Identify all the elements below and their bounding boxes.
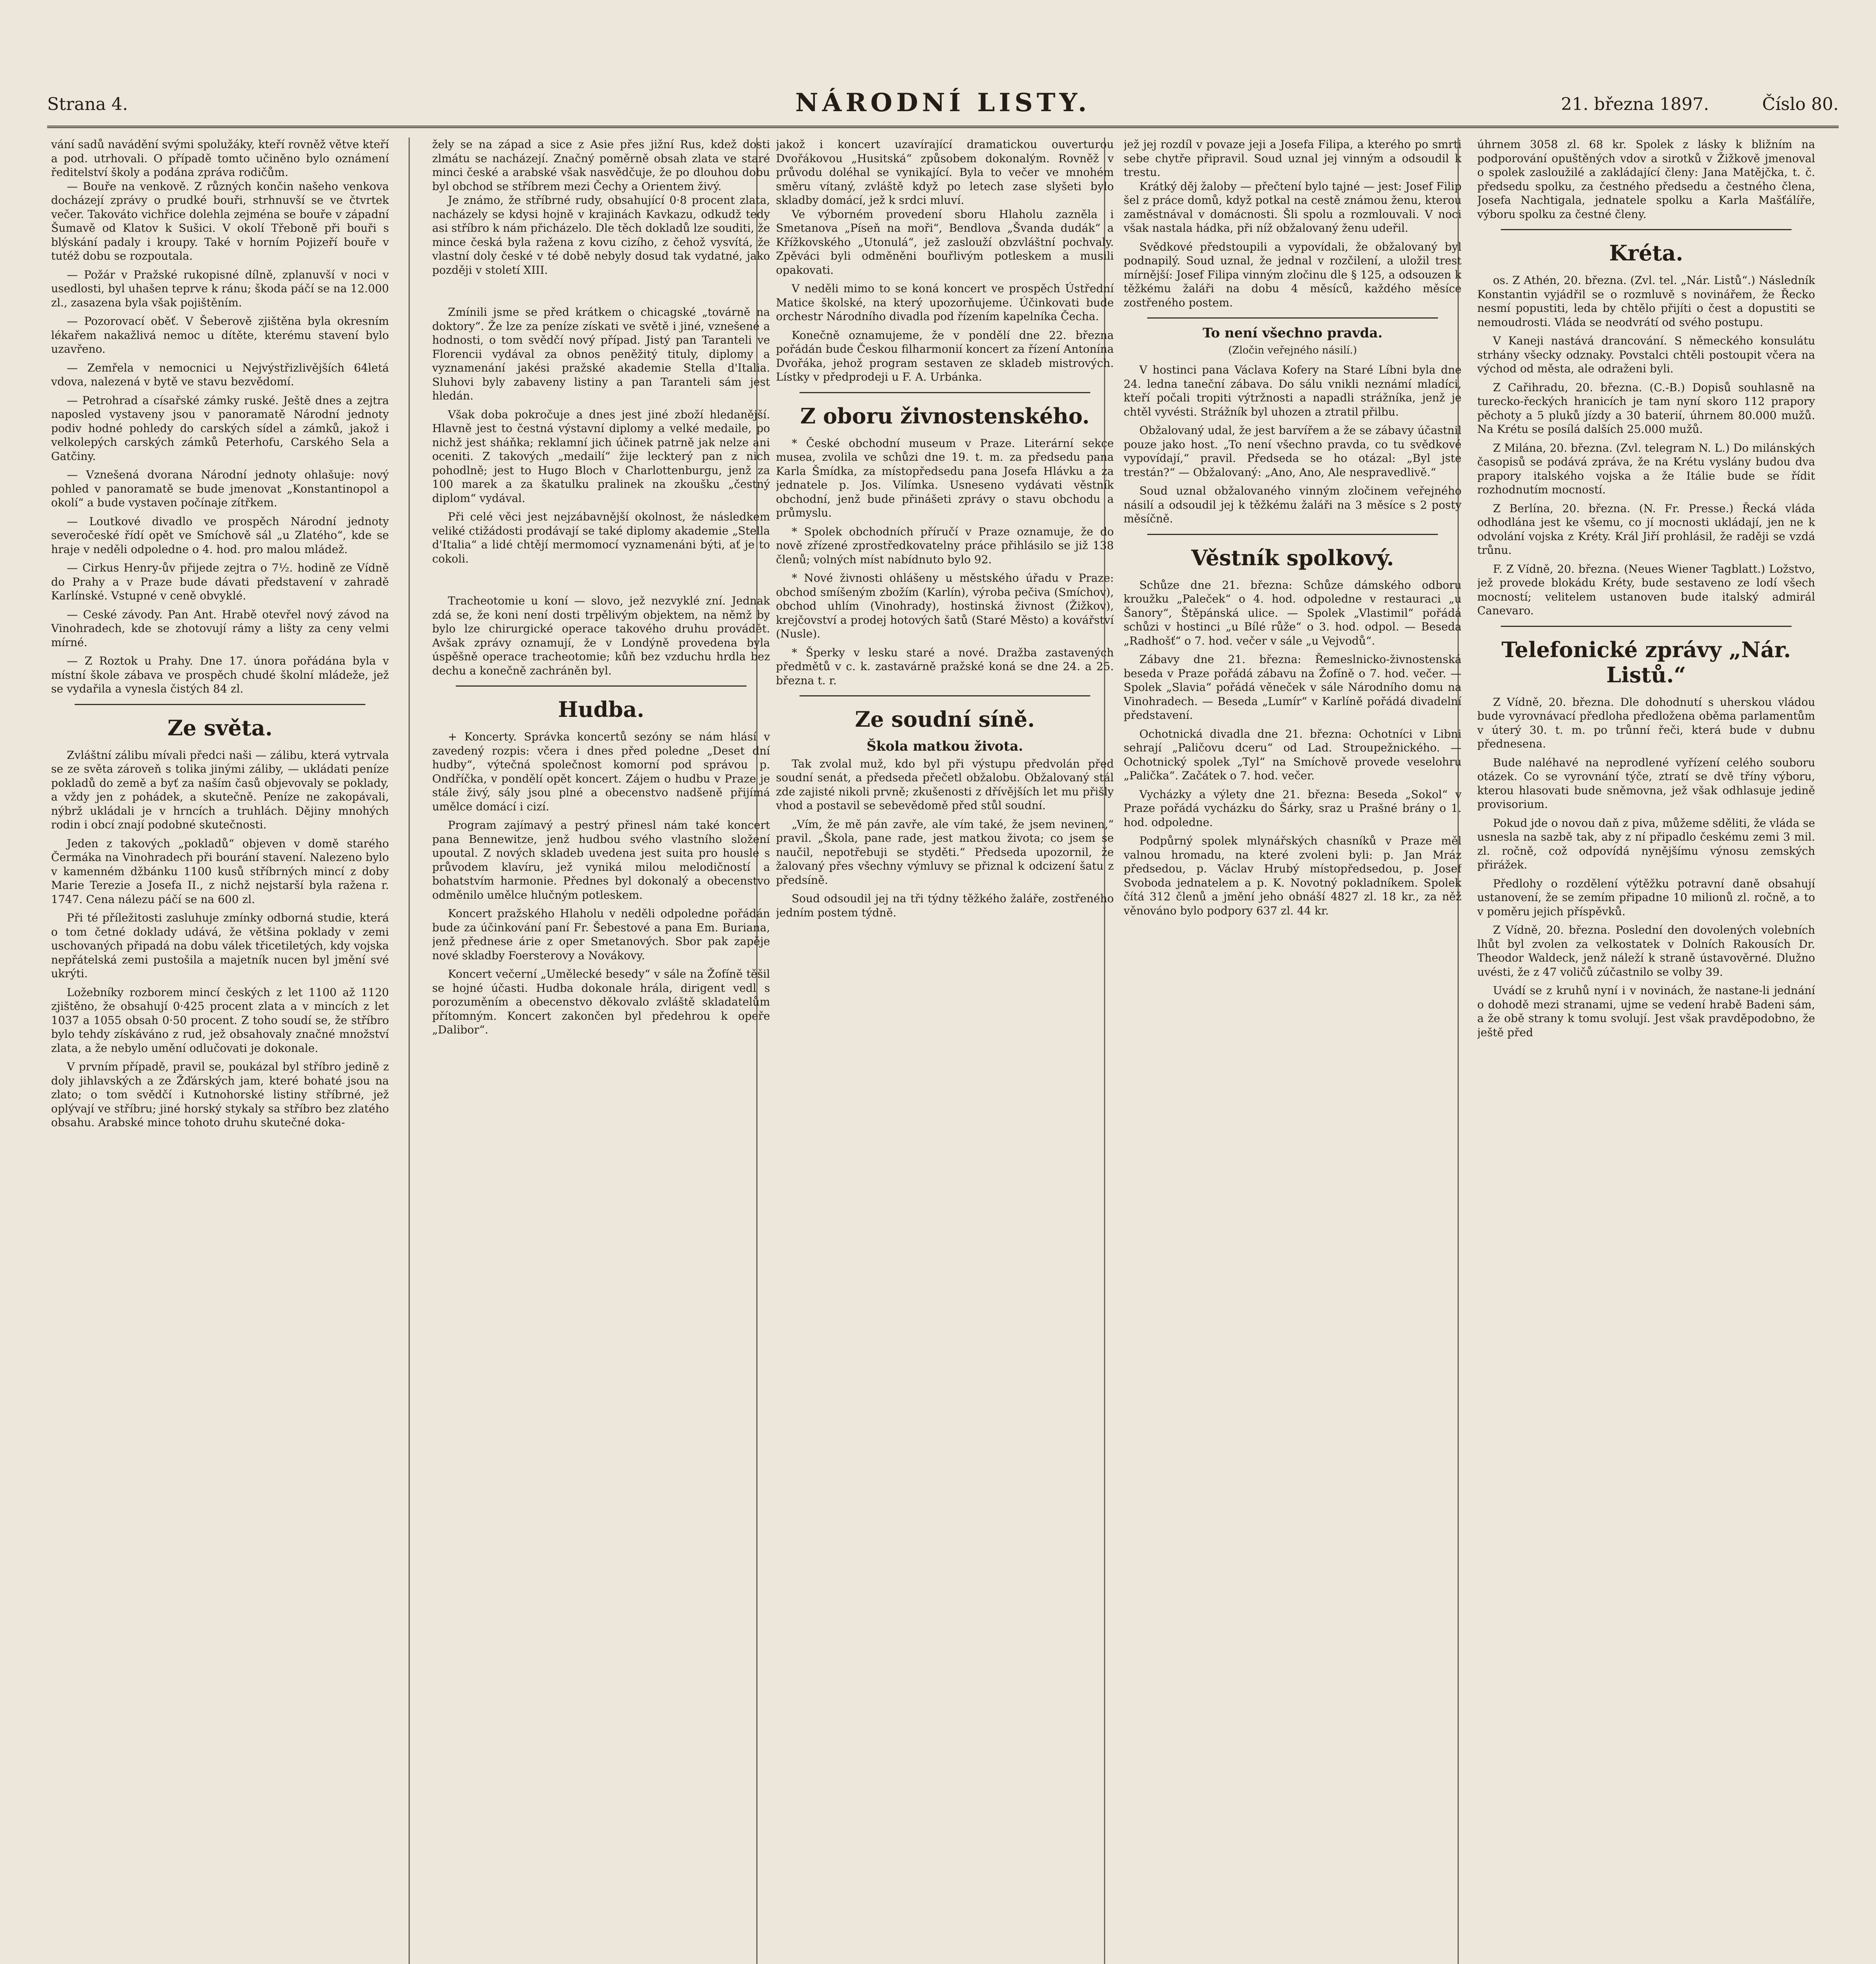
article-paragraph: Tracheotomie u koní — slovo, jež nezvyklé zní. Jednak zdá se, že koni není dosti trpělivým objektem, na němž by bylo lze chirurgické operace takového druhu provádět. Avšak zprávy oznamují, že v Londýně provedena byla úspěšně operace tracheotomie; kůň bez vzduchu hrdla bez dechu a konečně zachráněn byl.	[432, 594, 770, 677]
trade-paragraph: * Šperky v lesku staré a nové. Dražba zastavených předmětů v c. k. zastavárně pražské koná se dne 24. a 25. března t. r.	[776, 646, 1114, 687]
news-paragraph: — Zemřela v nemocnici u Nejvýstřizlivějších 64letá vdova, nalezená v bytě ve stavu bezvědomí.	[51, 361, 389, 388]
telegram-paragraph: Uvádí se z kruhů nyní i v novinách, že nastane-li jednání o dohodě mezi stranami, ujme se vedení hrabě Badeni sám, a že obě strany k tomu svolují. Jest však pravděpodobno, že ještě před	[1477, 984, 1815, 1039]
column-2	[432, 137, 770, 1964]
club-paragraph: Schůze dne 21. března: Schůze dámského odboru kroužku „Paleček“ o 4. hod. odpoledne v restauraci „u Šanory“, Štěpánská ulice. — Spolek „Vlastimil“ pořádá schůzi v hostinci „u Bílé růže“ o 3. hod. odpol. — Beseda „Radhošť“ o 7. hod. večer v sále „u Vejvodů“.	[1124, 578, 1462, 647]
article-paragraph: Při té příležitosti zasluhuje zmínky odborná studie, která o tom četné doklady udává, že většina poklady v zemi uschovaných připadá na dobu válek třicetiletých, kdy vojska nepřátelská zemi pustošila a majetník nucen byl jmění své ukrýti.	[51, 911, 389, 980]
news-paragraph: — Petrohrad a císařské zámky ruské. Ještě dnes a zejtra naposled vystaveny jsou v panoramatě Národní jednoty podiv hodné pohledy do carských sídel a zámků, jakož i velkolepých carských zámků Peterhofu, Carského Sela a Gatčiny.	[51, 394, 389, 463]
section-heading-hudba: Hudba.	[558, 697, 644, 722]
club-paragraph: Ochotnická divadla dne 21. března: Ochotníci v Libni sehrají „Paličovu dceru“ od Lad. Stroupežnického. — Ochotnický spolek „Tyl“ na Smíchově provede veselohru „Palička“. Začátek o 7. hod. večer.	[1124, 727, 1462, 782]
section-rule	[1147, 534, 1438, 535]
trade-paragraph: * Nové živnosti ohlášeny u městského úřadu v Praze: obchod smíšeným zbožím (Karlín), výroba pečiva (Smíchov), obchod uhlím (Vinohrady), hostinská živnost (Žižkov), krejčovství a prodej hotových šatů (Staré Město) a kovářství (Nusle).	[776, 572, 1114, 640]
column-5	[1477, 137, 1815, 1964]
news-paragraph: — Vznešená dvorana Národní jednoty ohlašuje: nový pohled v panoramatě se bude jmenovat „Konstantinopol a okolí“ a bude vystaven počínaje zítřkem.	[51, 468, 389, 509]
article-paragraph: Ložebníky rozborem mincí českých z let 1100 až 1120 zjištěno, že obsahují 0·425 procent zlata a v mincích z let 1037 a 1055 obsah 0·50 procent. Z toho soudí se, že stříbro bylo tehdy získáváno z rud, jež obsahovaly značné množství zlata, a že nebylo umění odlučovati je dokonale.	[51, 986, 389, 1055]
section-heading-soudni-sin: Ze soudní síně.	[855, 707, 1035, 732]
telegram-paragraph: Z Cařihradu, 20. března. (C.-B.) Dopisů souhlasně na turecko-řeckých hranicích je tam nyní skoro 112 prapory pěchoty a 5 pluků jízdy a 30 baterií, úhrnem 80.000 mužů. Na Krétu se posílá dalších 25.000 mužů.	[1477, 381, 1815, 436]
news-paragraph: — Z Roztok u Prahy. Dne 17. února pořádána byla v místní škole zábava ve prospěch chudé školní mládeže, jež se vydařila a vynesla čistých 84 zl.	[51, 654, 389, 695]
trade-paragraph: * České obchodní museum v Praze. Literární sekce musea, zvolila ve schůzi dne 19. t. m. za předsedu pana Karla Šmídka, za místopředsedu pana Josefa Hlávku a za jednatele p. Jos. Vilímka. Usneseno vydávati věstník obchodní, jenž bude přinášeti zprávy o stavu obchodu a průmyslu.	[776, 436, 1114, 519]
section-rule	[75, 704, 365, 705]
club-paragraph: Vycházky a výlety dne 21. března: Beseda „Sokol“ v Praze pořádá vycházku do Šárky, sraz u Prašné brány o 1. hod. odpoledne.	[1124, 788, 1462, 829]
court-paragraph: Svědkové předstoupili a vypovídali, že obžalovaný byl podnapilý. Soud uznal, že jednal v rozčilení, a uložil trest mírnější: Josef Filipa vinným zločinu dle § 125, a odsouzen k těžkému žaláři na dobu 4 měsíců, každého měsíce zostřeného postem.	[1124, 240, 1462, 309]
court-paragraph: Tak zvolal muž, kdo byl při výstupu předvolán před soudní senát, a předseda přečetl obžalobu. Obžalovaný stál zde zajisté nikoli prvně; zkušenosti z dřívějších let mu přišly vhod a postavil se sebevědomě před stůl soudní.	[776, 757, 1114, 812]
article-paragraph: Jeden z takových „pokladů“ objeven v domě starého Čermáka na Vinohradech při bourání stavení. Nalezeno bylo v kamenném džbánku 1100 kusů stříbrných mincí z doby Marie Terezie a Josefa II., z nichž nejstarší byla ražena r. 1747. Cena nálezu páčí se na 600 zl.	[51, 837, 389, 906]
article-paragraph: Však doba pokročuje a dnes jest jiné zboží hledanější. Hlavně jest to čestná výstavní diplomy a velké medaile, po nichž jest sháňka; reklamní jich účinek patrně jak nelze ani oceniti. Z takových „medailí“ žije leckterý pan z nich pohodlně; jest to Hugo Bloch v Charlottenburgu, jenž za 100 marek a za škatulku pralinek na zkoušku „čestný diplom“ vydával.	[432, 408, 770, 505]
issue-date: 21. března 1897.	[1561, 94, 1709, 114]
news-paragraph: — Ceské závody. Pan Ant. Hrabě otevřel nový závod na Vinohradech, kde se zhotovují rámy a lišty za ceny velmi mírné.	[51, 608, 389, 649]
section-heading-telefonicke-zpravy: Telefonické zprávy „Nár. Listů.“	[1501, 637, 1791, 687]
section-rule	[456, 685, 746, 687]
music-paragraph: + Koncerty. Správka koncertů sezóny se nám hlásí v zavedený rozpis: včera i dnes před poledne „Deset dní hudby“, výtečná společnost komorní pod správou p. Ondříčka, v pondělí opět koncert. Zájem o hudbu v Praze je stále živý, sály jsou plné a obecenstvo nadšeně přijímá umělce domácí i cizí.	[432, 730, 770, 813]
music-paragraph: Ve výborném provedení sboru Hlaholu zazněla i Smetanova „Píseň na moři“, Bendlova „Švanda dudák“ a Křížkovského „Utonulá“, jež zaslouží obzvláštní pochvaly. Zpěváci byli odměněni bouřlivým potleskem a musili opakovati.	[776, 207, 1114, 277]
section-rule	[1147, 317, 1438, 319]
article-paragraph: žely se na západ a sice z Asie přes jižní Rus, kdež dosti zlmátu se nacházejí. Značný poměrně obsah zlata ve staré minci české a arabské však nasvědčuje, že po dlouhou dobu byl obchod se stříbrem mezi Čechy a Orientem živý.	[432, 138, 770, 193]
news-paragraph: — Požár v Pražské rukopisné dílně, zplanuvší v noci v usedlosti, byl uhašen teprve k ránu; škoda páčí se na 12.000 zl., zasazena byla však pojištěním.	[51, 268, 389, 309]
section-heading-kreta: Kréta.	[1609, 240, 1683, 266]
section-heading-ze-sveta: Ze světa.	[167, 715, 273, 740]
article-paragraph: V prvním případě, pravil se, poukázal byl stříbro jedině z doly jihlavských a ze Žďárských jam, které bohaté jsou na zlato; o tom svědčí i Kutnohorské listiny stříbrné, jež oplývají ve stříbru; jiné horský stykaly sa stříbro bez zlatého obsahu. Arabské mince tohoto druhu skutečné doka-	[51, 1060, 389, 1129]
music-paragraph: V neděli mimo to se koná koncert ve prospěch Ústřední Matice školské, na který upozorňujeme. Účinkovati bude orchestr Národního divadla pod řízením kapelníka Čecha.	[776, 282, 1114, 323]
telegram-paragraph: F. Z Vídně, 20. března. (Neues Wiener Tagblatt.) Ložstvo, jež provede blokádu Kréty, bude sestaveno ze lodí všech mocností; velitelem ustanoven bude italský admirál Canevaro.	[1477, 562, 1815, 617]
telegram-paragraph: Bude naléhavé na neprodlené vyřízení celého souboru otázek. Co se vyrovnání týče, ztratí se dvě tříny výboru, kterou hlasovati bude sněmovna, jež však odhlasuje jedině provisorium.	[1477, 756, 1815, 811]
club-paragraph: Podpůrný spolek mlynářských chasníků v Praze měl valnou hromadu, na které zvoleni byli: p. Jan Mráz předsedou, p. Václav Hrubý místopředsedou, p. Josef Svoboda jednatelem a p. K. Novotný pokladníkem. Spolek čítá 312 členů a jmění jeho obnáší 4827 zl. 18 kr., za něž věnováno bylo podpory 637 zl. 44 kr.	[1124, 834, 1462, 917]
telegram-paragraph: Z Milána, 20. března. (Zvl. telegram N. L.) Do milánských časopisů se podává zpráva, že na Krétu vyslány budou dva prapory italského vojska a že Itálie bude se řídit rozhodnutím mocností.	[1477, 441, 1815, 496]
section-rule	[800, 695, 1090, 696]
column-divider	[409, 137, 410, 1964]
page-number: Strana 4.	[47, 94, 128, 114]
court-paragraph: V hostinci pana Václava Kofery na Staré Líbni byla dne 24. ledna taneční zábava. Do sálu vnikli neznámí mladíci, kteří počali tropiti výtržnosti a napadli strážníka, jenž je chtěl vyvésti. Strážník byl uhozen a ztratil přilbu.	[1124, 363, 1462, 418]
masthead-title: NÁRODNÍ LISTY.	[795, 88, 1091, 117]
music-paragraph: Koncert večerní „Umělecké besedy“ v sále na Žofíně těšil se hojné účasti. Hudba dokonale hrála, dirigent vedl s porozuměním a obecenstvo děkovalo zvláště skladatelům přítomným. Koncert zakončen byl předehrou k opeře „Dalibor“.	[432, 967, 770, 1036]
section-rule	[800, 392, 1090, 393]
telegram-paragraph: os. Z Athén, 20. března. (Zvl. tel. „Nár. Listů“.) Následník Konstantin vyjádřil se o rozmluvě s novinářem, že Řecko nesmí popustiti, leda by chtělo přijíti o čest a dopustiti se nemoudrosti. Vláda se neodvrátí od svého postupu.	[1477, 274, 1815, 329]
music-paragraph: jakož i koncert uzavírající dramatickou ouverturou Dvořákovou „Husitská“ způsobem dokonalým. Rovněž v průvodu doléhal se vynikající. Byla to večer ve mnohém směru vítaný, zvláště když po letech zase slyšeti bylo skladby domácí, jež k srdci mluví.	[776, 138, 1114, 207]
article-subheading: Škola matkou života.	[866, 738, 1023, 754]
article-paragraph: Zmínili jsme se před krátkem o chicagské „továrně na doktory“. Že lze za peníze získati ve světě i jiné, vznešené a hodnosti, o tom svědčí nový případ. Jistý pan Taranteli ve Florencii vydával za obnos peněžitý tituly, diplomy a vyznamenání jakési pražské akademie Stella d'Italia. Sluhovi byly zabaveny listiny a pan Taranteli sám jest hledán.	[432, 306, 770, 402]
column-3	[776, 137, 1114, 1964]
section-rule	[1501, 229, 1792, 230]
music-paragraph: Program zajímavý a pestrý přinesl nám také koncert pana Bennewitze, jenž hudbou svého vlastního složení upoutal. Z nových skladeb uvedena jest suita pro housle s průvodem klavíru, jež vyniká milou melodičností a bohatstvím harmonie. Přednes byl dokonalý a obecenstvo odměnilo umělce hlučným potleskem.	[432, 819, 770, 901]
club-paragraph: úhrnem 3058 zl. 68 kr. Spolek z lásky k bližním na podporování opuštěných vdov a sirotků v Žižkově jmenoval o spolek zasloužilé a zakládající členy: Jana Matějčka, t. č. předsedu spolku, za čestného předsedu a čestného člena, Josefa Nachtigala, jednatele spolku a Karla Mašťálíře, výboru spolku za čestné členy.	[1477, 138, 1815, 221]
news-paragraph: — Loutkové divadlo ve prospěch Národní jednoty severočeské řídí opět ve Smíchově sál „u Zlatého“, kde se hraje v neděli odpoledne o 4. hod. pro malou mládež.	[51, 515, 389, 556]
issue-number: Číslo 80.	[1762, 94, 1839, 114]
article-subheading: To není všechno pravda.	[1202, 325, 1383, 341]
trade-paragraph: * Spolek obchodních příručí v Praze oznamuje, že do nově zřízené zprostředkovatelny práce přihlásilo se již 138 členů; volných míst nabídnuto bylo 92.	[776, 525, 1114, 566]
column-4	[1124, 137, 1462, 1964]
section-heading-zivnostenske: Z oboru živnostenského.	[800, 403, 1090, 429]
telegram-paragraph: Pokud jde o novou daň z piva, můžeme sděliti, že vláda se usnesla na sazbě tak, aby z ní připadlo českému zemi 3 mil. zl. ročně, což odpovídá nynějšímu výnosu zemských přirážek.	[1477, 816, 1815, 871]
music-paragraph: Koncert pražského Hlaholu v neděli odpoledne pořádán bude za účinkování paní Fr. Šebestové a pana Em. Buriana, jenž přednese árie z oper Smetanových. Sbor pak zapěje nové skladby Foersterovy a Novákovy.	[432, 907, 770, 962]
court-paragraph: Soud uznal obžalovaného vinným zločinem veřejného násilí a odsoudil jej k těžkému žaláři na 3 měsíce s 2 posty měsíčně.	[1124, 484, 1462, 525]
article-paragraph: Při celé věci jest nejzábavnější okolnost, že následkem veliké ctižádosti prodávají se také diplomy akademie „Stella d'Italia“ a lidé chtějí mermomocí vyznamenáni býti, ať je to cokoli.	[432, 510, 770, 565]
telegram-paragraph: Předlohy o rozdělení výtěžku potravní daně obsahují ustanovení, že se zemím připadne 10 milionů zl. ročně, a to v poměru jejich příspěvků.	[1477, 877, 1815, 918]
music-paragraph: Konečně oznamujeme, že v pondělí dne 22. března pořádán bude Českou filharmonií koncert za řízení Antonína Dvořáka, jehož program sestaven ze skladeb mistrových. Lístky v předprodeji u F. A. Urbánka.	[776, 328, 1114, 383]
court-paragraph: „Vím, že mě pán zavře, ale vím také, že jsem nevinen,“ pravil. „Škola, pane rade, jest matkou života; co jsem se naučil, nepotřebuji se styděti.“ Předseda upozornil, že žalovaný přes všechny výmluvy se přiznal k odcizení šatu z předsíně.	[776, 817, 1114, 887]
club-paragraph: Zábavy dne 21. března: Řemeslnicko-živnostenská beseda v Praze pořádá zábavu na Žofíně o 7. hod. večer. — Spolek „Slavia“ pořádá věneček v sále Národního domu na Vinohradech. — Beseda „Lumír“ v Karlíně pořádá divadelní představení.	[1124, 653, 1462, 722]
court-paragraph: Krátký děj žaloby — přečtení bylo tajné — jest: Josef Filip šel z práce domů, když potkal na cestě známou ženu, kterou zaměstnával v domácnosti. Šli spolu a rozmlouvali. V noci však nastala hádka, při níž obžalovaný ženu udeřil.	[1124, 180, 1462, 235]
court-paragraph: Obžalovaný udal, že jest barvířem a že se zábavy účastnil pouze jako host. „To není všechno pravda, co tu svědkové vypovídají,“ pravil. Předseda se ho otázal: „Byl jste trestán?“ — Obžalovaný: „Ano, Ano, Ale nespravedlivě.“	[1124, 424, 1462, 479]
court-paragraph: jež jej rozdíl v povaze jeji a Josefa Filipa, a kterého po smrti sebe chytře připravil. Soud uznal jej vinným a odsoudil k trestu.	[1124, 138, 1462, 179]
page-header	[47, 82, 1839, 128]
column-1	[51, 137, 389, 1964]
telegram-paragraph: Z Vídně, 20. března. Dle dohodnutí s uherskou vládou bude vyrovnávací předloha předložena oběma parlamentům v úterý 30. t. m. po trůnní řeči, která bude v dubnu přednesena.	[1477, 695, 1815, 750]
section-heading-vestnik: Věstník spolkový.	[1191, 545, 1394, 570]
telegram-paragraph: V Kaneji nastává drancování. S německého konsulátu strhány všecky odznaky. Povstalci chtěli postoupit včera na východ od města, ale odraženi byli.	[1477, 334, 1815, 375]
news-paragraph: — Cirkus Henry-ův přijede zejtra o 7½. hodině ze Vídně do Prahy a v Praze bude dávati představení v zahradě Karlínské. Vstupné v ceně obvyklé.	[51, 561, 389, 602]
article-paragraph: Je známo, že stříbrné rudy, obsahující 0·8 procent zlata, nacházely se kdysi hojně v krajinách Kavkazu, odkudž tedy asi stříbro k nám přicházelo. Dle těch dokladů lze souditi, že mince česká byla ražena z kovu cizího, z čehož vysvítá, že vlastní doly české v té době nebyly dosud tak vydatné, jako později v století XIII.	[432, 194, 770, 277]
section-rule	[1501, 626, 1792, 627]
article-subtitle: (Zločin veřejného násilí.)	[1228, 344, 1357, 356]
news-paragraph: vání sadů navádění svými spolužáky, kteří rovněž větve kteří a pod. utrhovali. O případě tomto učiněno bylo oznámení ředitelství školy a podána zpráva rodičům.	[51, 138, 389, 179]
telegram-paragraph: Z Vídně, 20. března. Poslední den dovolených volebních lhůt byl zvolen za velkostatek v Dolních Rakousích Dr. Theodor Waldeck, jenž náleží k straně ústavověrné. Dlužno uvésti, že z 47 voličů zúčastnilo se volby 39.	[1477, 923, 1815, 978]
news-paragraph: — Pozorovací oběť. V Šeberově zjištěna byla okresním lékařem nakažlivá nemoc u dítěte, kterému stavení bylo uzavřeno.	[51, 315, 389, 355]
court-paragraph: Soud odsoudil jej na tři týdny těžkého žaláře, zostřeného jedním postem týdně.	[776, 892, 1114, 919]
news-paragraph: — Bouře na venkově. Z různých končin našeho venkova docházejí zprávy o prudké bouři, strhnuvší se ve čtvrtek večer. Takováto vichřice dolehla zejména se bouře v západní Šumavě od Klatov k Sušici. V okolí Třeboně při bouři s blýskání padaly i kroupy. Také v horním Pojizeří bouře v tutéž dobu se rozpoutala.	[51, 180, 389, 262]
article-paragraph: Zvláštní zálibu mívali předci naši — zálibu, která vytrvala se ze světa zároveň s tolika jinými záliby, — ukládati peníze pokladů do země a byť za naším časů objevovaly se poklady, a vždy jen z pohádek, a skutečně. Peníze ne zakopávali, nýbrž ukládali je v hrncích a truhlách. Dějiny mnohých rodin i obcí znají podobné skutečnosti.	[51, 748, 389, 831]
telegram-paragraph: Z Berlína, 20. března. (N. Fr. Presse.) Řecká vláda odhodlána jest ke všemu, co jí mocnosti ukládají, jen ne k odvolání vojska z Kréty. Král Jiří prohlásil, že raději se vzdá trůnu.	[1477, 502, 1815, 557]
